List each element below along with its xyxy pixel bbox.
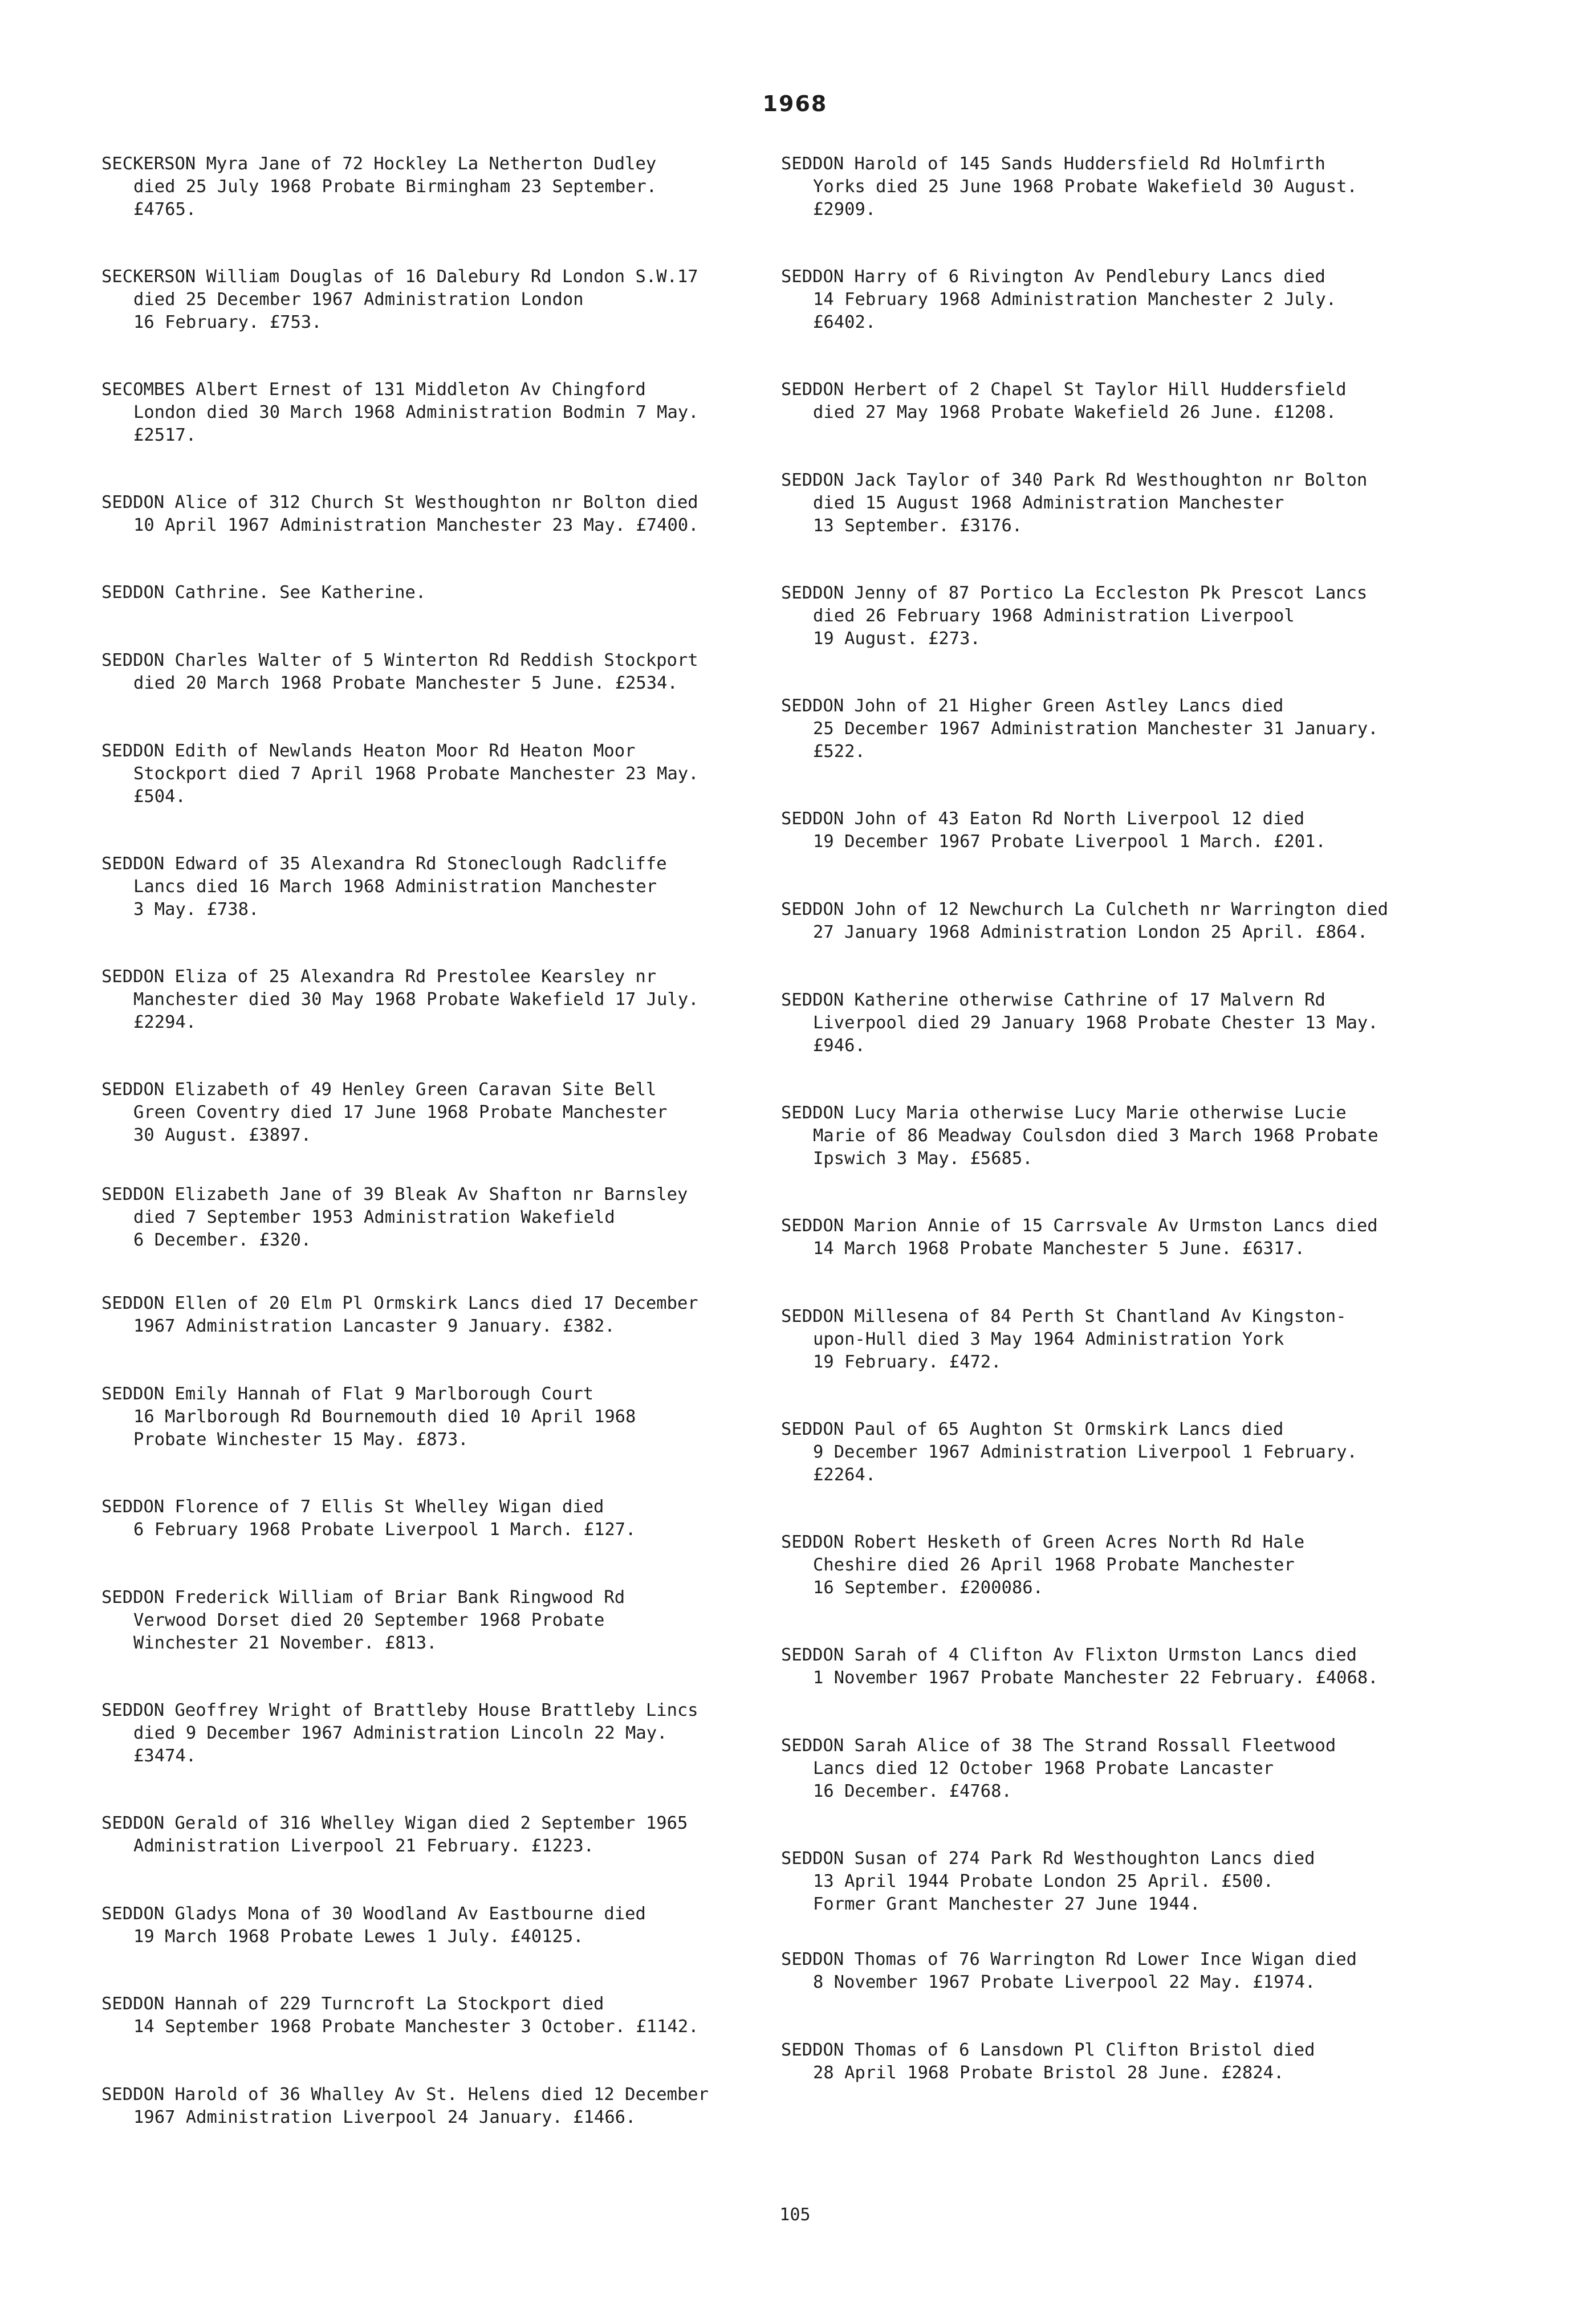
probate-entry	[101, 153, 814, 221]
entry-continuation-line: 1967 Administration Lancaster 9 January. £382.	[133, 1316, 615, 1336]
probate-entry	[781, 1847, 1494, 1916]
entry-heading-line: SEDDON Paul of 65 Aughton St Ormskirk Lancs died	[781, 1419, 1284, 1439]
probate-entry	[781, 1418, 1494, 1487]
entry-heading-line: SEDDON Gladys Mona of 30 Woodland Av Eastbourne died	[101, 1904, 646, 1924]
entry-continuation-line: 10 April 1967 Administration Manchester 23 May. £7400.	[133, 515, 699, 535]
page-year-heading: 1968	[762, 91, 828, 116]
entry-continuation-line: 14 February 1968 Administration Manchester 2 July.	[813, 290, 1337, 310]
entry-heading-line: SECKERSON William Douglas of 16 Dalebury Rd London S.W.17	[101, 267, 698, 287]
probate-entry	[781, 1305, 1494, 1374]
probate-entry	[101, 1993, 814, 2038]
entry-heading-line: SEDDON Sarah of 4 Clifton Av Flixton Urmston Lancs died	[781, 1645, 1357, 1665]
entry-heading-line: SEDDON Geoffrey Wright of Brattleby House Brattleby Lincs	[101, 1700, 698, 1720]
entry-continuation-line: died 15 August 1968 Administration Manchester	[813, 493, 1284, 513]
entry-heading-line: SEDDON John of 21 Higher Green Astley Lancs died	[781, 696, 1284, 716]
entry-heading-line: SEDDON Harry of 6 Rivington Av Pendlebury Lancs died	[781, 267, 1325, 287]
entry-continuation-line: Liverpool died 29 January 1968 Probate Chester 13 May.	[813, 1013, 1378, 1033]
probate-entry	[781, 898, 1494, 944]
entry-continuation-line: upon-Hull died 3 May 1964 Administration York	[813, 1329, 1284, 1349]
probate-entry	[781, 1735, 1494, 1803]
entry-continuation-line: 16 September. £200086.	[813, 1578, 1043, 1598]
entry-continuation-line: died 20 March 1968 Probate Manchester 5 June. £2534.	[133, 673, 678, 693]
probate-entry	[101, 853, 814, 921]
entry-continuation-line: Ipswich 3 May. £5685.	[813, 1149, 1033, 1169]
probate-entry	[101, 491, 814, 537]
entry-heading-line: SECKERSON Myra Jane of 72 Hockley La Netherton Dudley	[101, 154, 657, 174]
entry-continuation-line: Cheshire died 26 April 1968 Probate Manchester	[813, 1555, 1295, 1575]
probate-entry	[101, 1699, 814, 1768]
entry-continuation-line: Stockport died 7 April 1968 Probate Manchester 23 May.	[133, 764, 699, 784]
probate-entry	[101, 1183, 814, 1252]
probate-entry	[781, 1215, 1494, 1260]
entry-continuation-line: £2264.	[813, 1465, 876, 1485]
probate-entry	[781, 808, 1494, 853]
probate-entry	[781, 2039, 1494, 2085]
entry-continuation-line: 28 April 1968 Probate Bristol 28 June. £2824.	[813, 2063, 1284, 2083]
probate-entry	[101, 966, 814, 1034]
probate-entry	[781, 1102, 1494, 1170]
entry-continuation-line: Administration Liverpool 21 February. £1223.	[133, 1836, 594, 1856]
entry-continuation-line: £2909.	[813, 200, 876, 219]
entry-heading-line: SEDDON Herbert of 2 Chapel St Taylor Hill Huddersfield	[781, 380, 1347, 400]
entry-heading-line: SEDDON Marion Annie of 15 Carrsvale Av Urmston Lancs died	[781, 1216, 1378, 1236]
entry-continuation-line: £2517.	[133, 425, 197, 445]
entry-heading-line: SEDDON Robert Hesketh of Green Acres North Rd Hale	[781, 1532, 1305, 1552]
entry-heading-line: SEDDON Cathrine. See Katherine.	[101, 583, 426, 603]
entry-heading-line: SEDDON Charles Walter of 5 Winterton Rd Reddish Stockport	[101, 650, 698, 670]
probate-entry	[781, 989, 1494, 1057]
entry-heading-line: SEDDON Thomas of 6 Lansdown Pl Clifton Bristol died	[781, 2040, 1315, 2060]
probate-entry	[781, 469, 1494, 538]
entry-continuation-line: 16 December. £4768.	[813, 1781, 1012, 1801]
entry-continuation-line: 13 September. £3176.	[813, 516, 1023, 536]
probate-entry	[781, 266, 1494, 334]
entry-continuation-line: £4765.	[133, 200, 197, 219]
entry-continuation-line: Probate Winchester 15 May. £873.	[133, 1430, 469, 1450]
probate-entry	[101, 1496, 814, 1541]
entry-continuation-line: died 25 December 1967 Administration London	[133, 290, 584, 310]
entry-continuation-line: 3 May. £738.	[133, 900, 259, 919]
entry-continuation-line: 1 November 1967 Probate Manchester 22 February. £4068.	[813, 1668, 1378, 1688]
entry-continuation-line: Lancs died 12 October 1968 Probate Lancaster	[813, 1759, 1274, 1778]
entry-continuation-line: died 7 September 1953 Administration Wakefield	[133, 1207, 615, 1227]
entry-continuation-line: 6 February 1968 Probate Liverpool 1 March. £127.	[133, 1520, 636, 1540]
entry-continuation-line: Lancs died 16 March 1968 Administration Manchester	[133, 877, 657, 897]
entry-heading-line: SEDDON Florence of 7 Ellis St Whelley Wigan died	[101, 1497, 604, 1517]
entry-heading-line: SEDDON Ellen of 20 Elm Pl Ormskirk Lancs died 17 December	[101, 1293, 698, 1313]
probate-entry	[101, 1078, 814, 1147]
entry-continuation-line: 6 December. £320.	[133, 1230, 312, 1250]
entry-continuation-line: £504.	[133, 787, 186, 807]
probate-entry	[781, 582, 1494, 650]
probate-entry	[781, 378, 1494, 424]
entry-continuation-line: Manchester died 30 May 1968 Probate Wakefield 17 July.	[133, 990, 699, 1010]
entry-continuation-line: £946.	[813, 1036, 865, 1056]
entry-heading-line: SEDDON Alice of 312 Church St Westhoughton nr Bolton died	[101, 493, 698, 512]
entry-continuation-line: Verwood Dorset died 20 September 1968 Probate	[133, 1610, 605, 1630]
probate-entry	[101, 581, 814, 604]
entry-continuation-line: £522.	[813, 742, 865, 762]
entry-continuation-line: 16 February. £753.	[133, 312, 322, 332]
probate-entry	[781, 153, 1494, 221]
entry-heading-line: SECOMBES Albert Ernest of 131 Middleton Av Chingford	[101, 380, 646, 400]
entry-heading-line: SEDDON Sarah Alice of 38 The Strand Rossall Fleetwood	[781, 1736, 1336, 1756]
probate-entry	[101, 378, 814, 447]
entry-heading-line: SEDDON Gerald of 316 Whelley Wigan died 2 September 1965	[101, 1813, 688, 1833]
probate-entry	[101, 1586, 814, 1655]
entry-continuation-line: died 27 May 1968 Probate Wakefield 26 June. £1208.	[813, 402, 1337, 422]
entry-heading-line: SEDDON Jack Taylor of 340 Park Rd Westhoughton nr Bolton	[781, 470, 1368, 490]
entry-continuation-line: 27 January 1968 Administration London 25 April. £864.	[813, 922, 1368, 942]
probate-entry	[101, 1383, 814, 1451]
probate-entry	[781, 1531, 1494, 1599]
entry-heading-line: SEDDON Millesena of 84 Perth St Chantland Av Kingston-	[781, 1307, 1347, 1326]
entry-heading-line: SEDDON Elizabeth Jane of 39 Bleak Av Shafton nr Barnsley	[101, 1185, 688, 1204]
entry-continuation-line: died 9 December 1967 Administration Lincoln 22 May.	[133, 1723, 668, 1743]
entry-heading-line: SEDDON John of 43 Eaton Rd North Liverpool 12 died	[781, 809, 1305, 829]
entry-continuation-line: 19 August. £273.	[813, 629, 981, 649]
probate-entry	[101, 740, 814, 808]
entry-continuation-line: died 26 February 1968 Administration Liverpool	[813, 606, 1295, 626]
entry-continuation-line: 8 November 1967 Probate Liverpool 22 May. £1974.	[813, 1972, 1316, 1992]
entry-heading-line: SEDDON Frederick William of Briar Bank Ringwood Rd	[101, 1588, 625, 1607]
probate-entry	[781, 695, 1494, 763]
entry-heading-line: SEDDON Edward of 35 Alexandra Rd Stoneclough Radcliffe	[101, 854, 667, 874]
entry-continuation-line: 16 Marlborough Rd Bournemouth died 10 April 1968	[133, 1407, 636, 1427]
entry-heading-line: SEDDON Susan of 274 Park Rd Westhoughton Lancs died	[781, 1849, 1315, 1869]
probate-entry	[101, 649, 814, 695]
probate-entry	[781, 1948, 1494, 1994]
entry-continuation-line: 14 March 1968 Probate Manchester 5 June. £6317.	[813, 1239, 1306, 1259]
entry-heading-line: SEDDON Lucy Maria otherwise Lucy Marie otherwise Lucie	[781, 1103, 1347, 1123]
entry-heading-line: SEDDON Jenny of 87 Portico La Eccleston Pk Prescot Lancs	[781, 583, 1368, 603]
entry-continuation-line: 19 December 1967 Probate Liverpool 1 March. £201.	[813, 832, 1326, 852]
entry-continuation-line: 25 December 1967 Administration Manchester 31 January.	[813, 719, 1378, 739]
entry-heading-line: SEDDON Eliza of 25 Alexandra Rd Prestolee Kearsley nr	[101, 967, 657, 987]
entry-continuation-line: died 25 July 1968 Probate Birmingham 23 September.	[133, 177, 657, 197]
entry-continuation-line: Former Grant Manchester 27 June 1944.	[813, 1894, 1201, 1914]
probate-entry	[101, 1812, 814, 1858]
entry-continuation-line: Marie of 86 Meadway Coulsdon died 3 March 1968 Probate	[813, 1126, 1378, 1146]
entry-heading-line: SEDDON Katherine otherwise Cathrine of 17 Malvern Rd	[781, 990, 1325, 1010]
entry-continuation-line: 9 December 1967 Administration Liverpool 1 February.	[813, 1442, 1357, 1462]
entry-heading-line: SEDDON Harold of 145 Sands Huddersfield Rd Holmfirth	[781, 154, 1325, 174]
page-number: 105	[779, 2205, 811, 2225]
entry-heading-line: SEDDON Harold of 36 Whalley Av St. Helens died 12 December	[101, 2085, 709, 2105]
entry-continuation-line: Yorks died 25 June 1968 Probate Wakefield 30 August.	[813, 177, 1357, 197]
probate-entry	[781, 1644, 1494, 1690]
entry-continuation-line: 30 August. £3897.	[133, 1125, 312, 1145]
entry-continuation-line: £6402.	[813, 312, 876, 332]
probate-entry	[101, 2083, 814, 2129]
entry-continuation-line: Green Coventry died 17 June 1968 Probate Manchester	[133, 1102, 668, 1122]
entry-continuation-line: 14 September 1968 Probate Manchester 3 October. £1142.	[133, 2017, 699, 2037]
entry-continuation-line: London died 30 March 1968 Administration Bodmin 7 May.	[133, 402, 699, 422]
entry-continuation-line: 13 April 1944 Probate London 25 April. £500.	[813, 1871, 1274, 1891]
entry-heading-line: SEDDON Elizabeth of 49 Henley Green Caravan Site Bell	[101, 1080, 657, 1100]
entry-heading-line: SEDDON Thomas of 76 Warrington Rd Lower Ince Wigan died	[781, 1949, 1357, 1969]
entry-continuation-line: 19 March 1968 Probate Lewes 1 July. £40125.	[133, 1927, 584, 1947]
entry-heading-line: SEDDON Edith of Newlands Heaton Moor Rd Heaton Moor	[101, 741, 636, 761]
entry-continuation-line: £3474.	[133, 1746, 197, 1766]
probate-entry	[101, 1292, 814, 1338]
probate-entry	[101, 266, 814, 334]
entry-continuation-line: 19 February. £472.	[813, 1352, 1002, 1372]
entry-continuation-line: £2294.	[133, 1012, 197, 1032]
entry-heading-line: SEDDON Emily Hannah of Flat 9 Marlborough Court	[101, 1384, 594, 1404]
entry-heading-line: SEDDON John of 12 Newchurch La Culcheth nr Warrington died	[781, 900, 1389, 919]
entry-continuation-line: 1967 Administration Liverpool 24 January. £1466.	[133, 2107, 636, 2127]
entry-continuation-line: Winchester 21 November. £813.	[133, 1633, 437, 1653]
entry-heading-line: SEDDON Hannah of 229 Turncroft La Stockport died	[101, 1994, 604, 2014]
probate-entry	[101, 1903, 814, 1948]
